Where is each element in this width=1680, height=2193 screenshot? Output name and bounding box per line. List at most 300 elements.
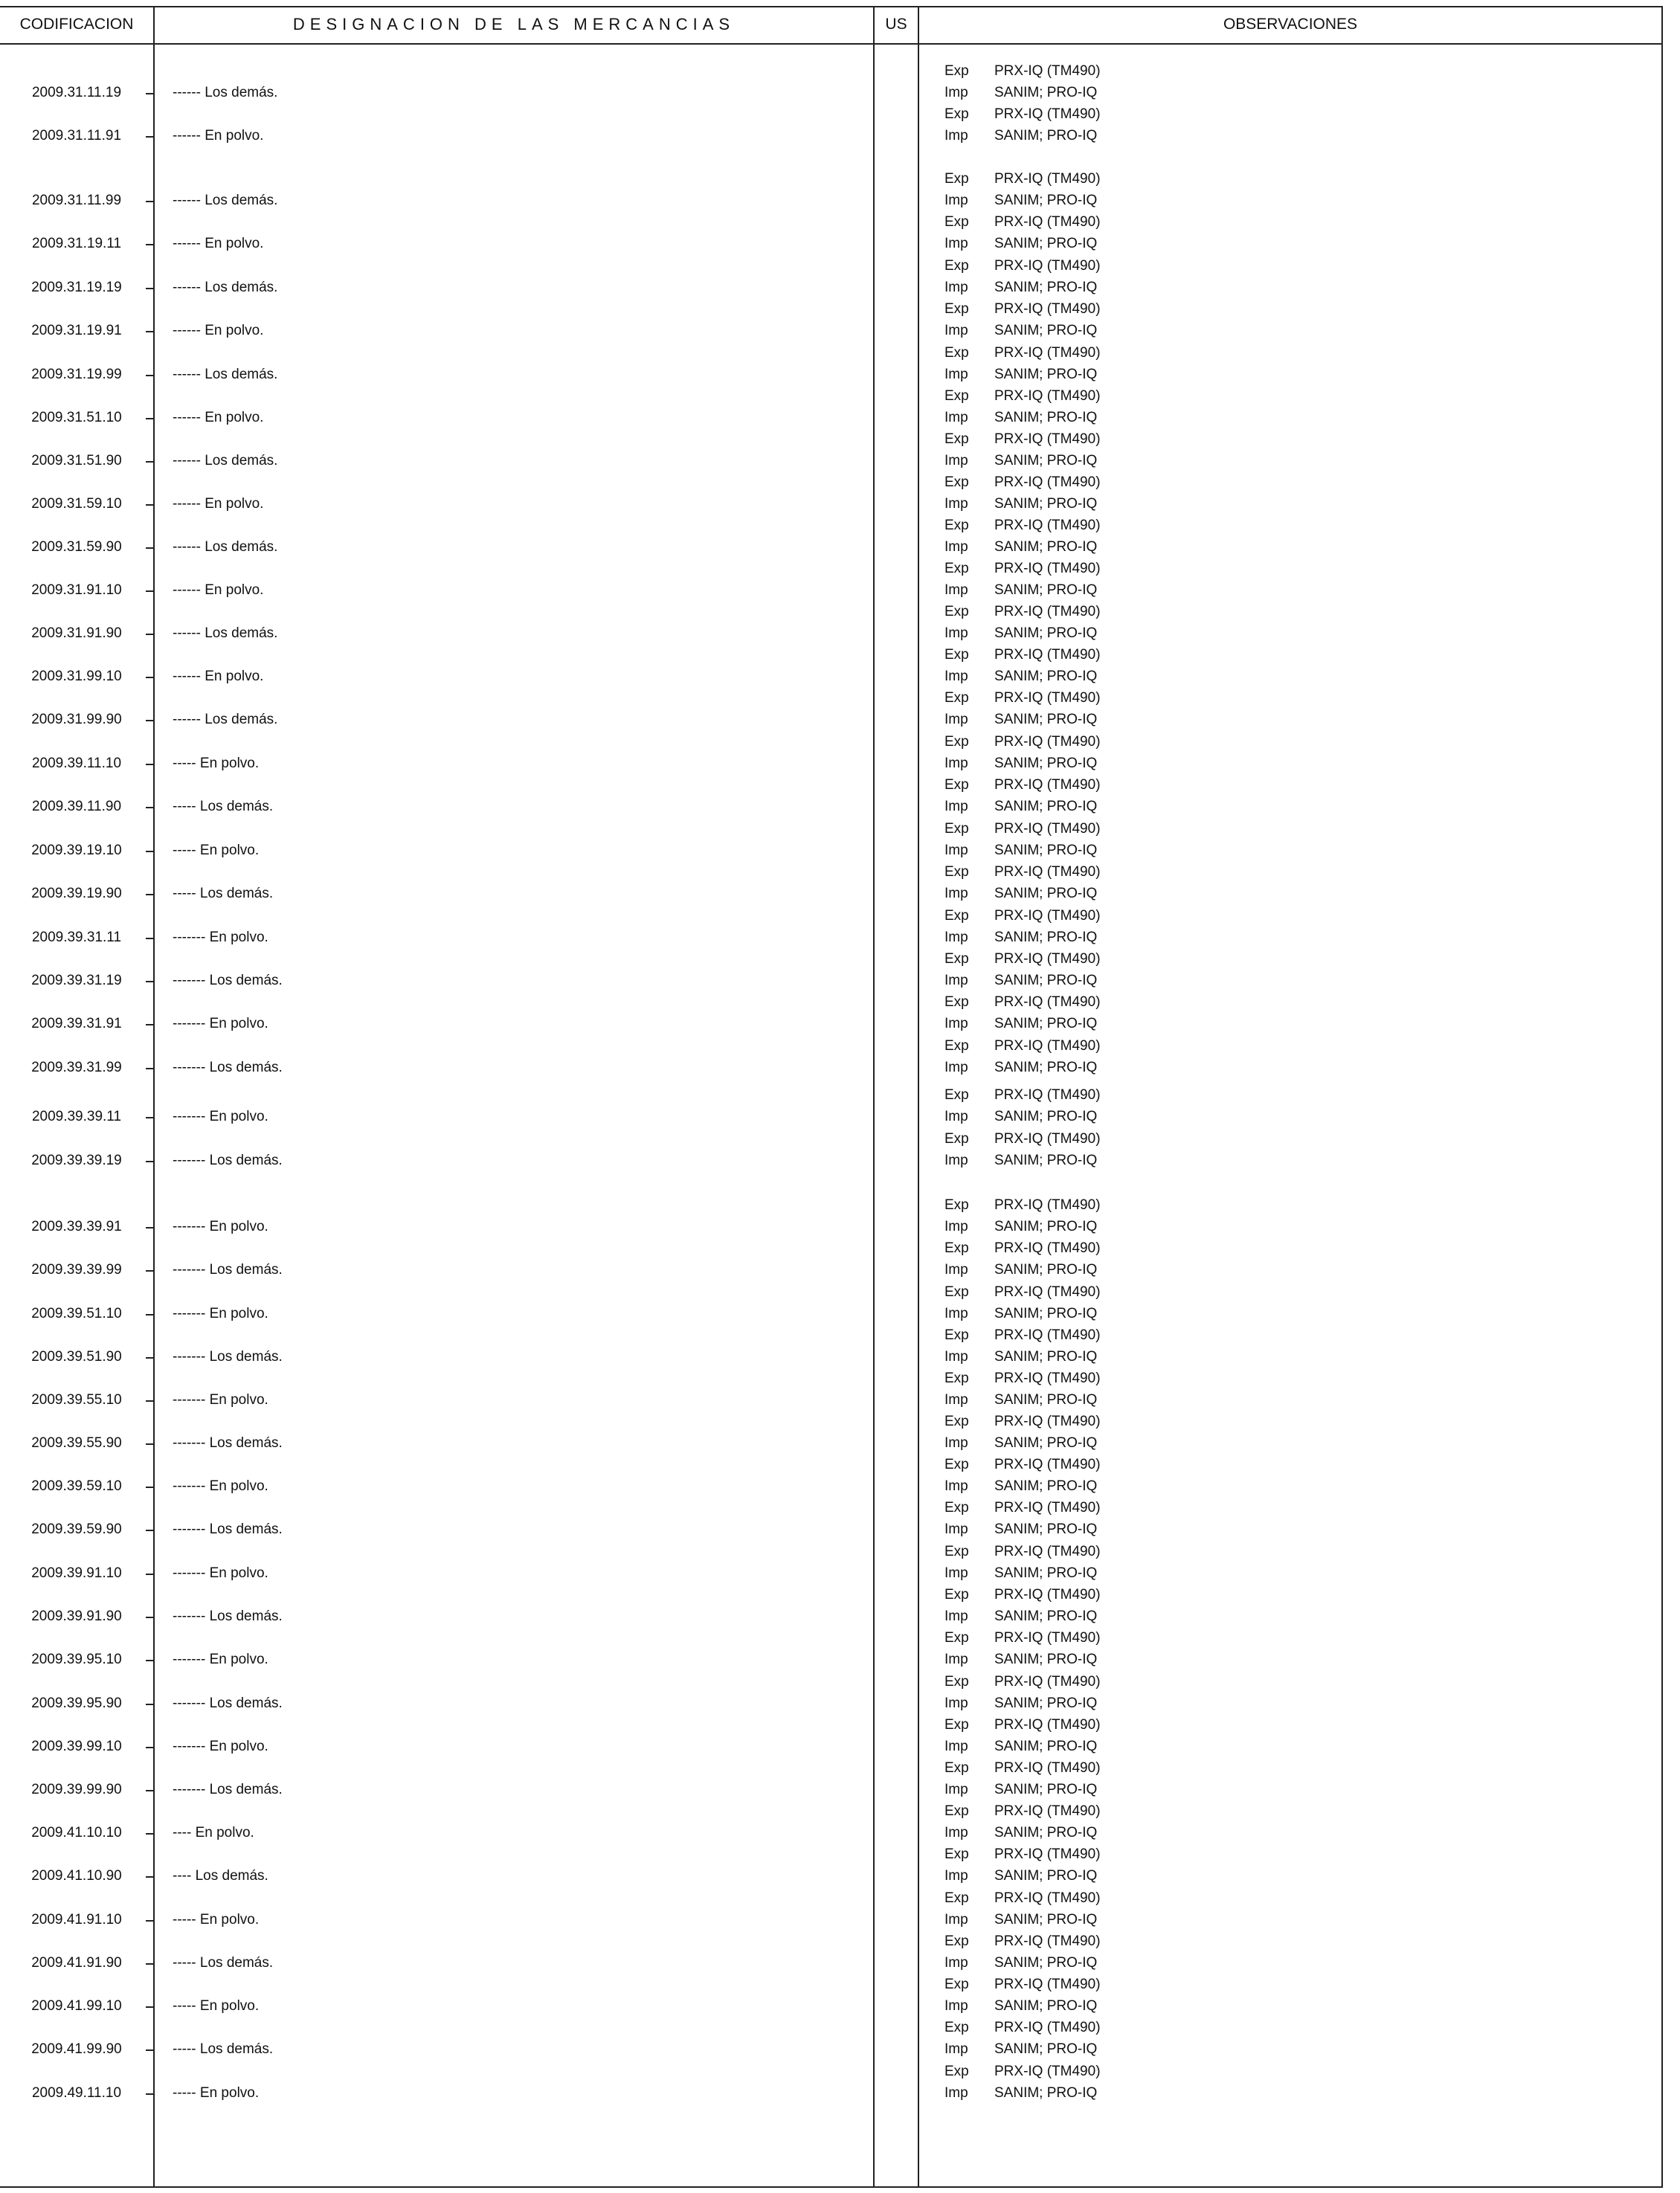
obs-imp-value: SANIM; PRO-IQ — [994, 1153, 1098, 1168]
header-codificacion: CODIFICACION — [19, 16, 134, 33]
obs-imp-label: Imp — [944, 973, 968, 988]
obs-exp-value: PRX-IQ (TM490) — [994, 1933, 1101, 1949]
obs-imp-label: Imp — [944, 582, 968, 598]
obs-imp-value: SANIM; PRO-IQ — [994, 1109, 1098, 1124]
obs-imp-label: Imp — [944, 1478, 968, 1494]
obs-exp-label: Exp — [944, 1890, 969, 1906]
obs-exp-value: PRX-IQ (TM490) — [994, 2064, 1101, 2079]
obs-exp-label: Exp — [944, 1977, 969, 1992]
obs-exp-label: Exp — [944, 171, 969, 187]
code-tick — [146, 720, 155, 721]
obs-imp-label: Imp — [944, 410, 968, 425]
code-tick — [146, 547, 155, 549]
row-description: ------- Los demás. — [173, 1153, 283, 1168]
obs-exp-label: Exp — [944, 258, 969, 274]
obs-imp-value: SANIM; PRO-IQ — [994, 1392, 1098, 1408]
code-tick — [146, 418, 155, 419]
header-us: US — [885, 16, 907, 33]
row-code: 2009.39.59.90 — [31, 1521, 122, 1537]
row-code: 2009.39.39.99 — [31, 1262, 122, 1278]
obs-imp-value: SANIM; PRO-IQ — [994, 1262, 1098, 1278]
obs-imp-label: Imp — [944, 1262, 968, 1278]
obs-exp-label: Exp — [944, 1087, 969, 1103]
row-description: ----- En polvo. — [173, 1998, 260, 2014]
row-description: ------ Los demás. — [173, 625, 278, 641]
row-code: 2009.39.31.91 — [31, 1016, 122, 1031]
obs-exp-label: Exp — [944, 1284, 969, 1300]
obs-exp-label: Exp — [944, 1131, 969, 1147]
obs-imp-value: SANIM; PRO-IQ — [994, 1739, 1098, 1754]
obs-imp-label: Imp — [944, 1521, 968, 1537]
row-description: ----- En polvo. — [173, 756, 260, 771]
obs-imp-label: Imp — [944, 886, 968, 901]
obs-exp-value: PRX-IQ (TM490) — [994, 604, 1101, 619]
row-description: ------- En polvo. — [173, 1739, 268, 1754]
obs-imp-value: SANIM; PRO-IQ — [994, 1060, 1098, 1075]
obs-imp-value: SANIM; PRO-IQ — [994, 1825, 1098, 1841]
row-description: ------ En polvo. — [173, 496, 264, 512]
code-tick — [146, 1227, 155, 1228]
obs-imp-value: SANIM; PRO-IQ — [994, 410, 1098, 425]
row-code: 2009.41.99.10 — [31, 1998, 122, 2014]
row-code: 2009.31.19.11 — [31, 236, 122, 251]
obs-exp-value: PRX-IQ (TM490) — [994, 1327, 1101, 1343]
obs-imp-value: SANIM; PRO-IQ — [994, 367, 1098, 382]
row-code: 2009.41.91.10 — [31, 1912, 122, 1928]
obs-imp-label: Imp — [944, 799, 968, 814]
obs-imp-value: SANIM; PRO-IQ — [994, 930, 1098, 945]
code-tick — [146, 1024, 155, 1025]
obs-exp-value: PRX-IQ (TM490) — [994, 690, 1101, 706]
obs-imp-value: SANIM; PRO-IQ — [994, 1565, 1098, 1581]
row-description: ----- En polvo. — [173, 1912, 260, 1928]
row-description: ----- En polvo. — [173, 843, 260, 858]
obs-exp-label: Exp — [944, 561, 969, 576]
obs-exp-label: Exp — [944, 604, 969, 619]
row-code: 2009.39.39.91 — [31, 1219, 122, 1234]
obs-imp-label: Imp — [944, 1608, 968, 1624]
obs-imp-label: Imp — [944, 1998, 968, 2014]
obs-exp-label: Exp — [944, 345, 969, 361]
code-tick — [146, 201, 155, 202]
row-code: 2009.39.95.90 — [31, 1696, 122, 1711]
row-code: 2009.31.51.90 — [31, 453, 122, 468]
obs-imp-label: Imp — [944, 1955, 968, 1971]
obs-imp-value: SANIM; PRO-IQ — [994, 712, 1098, 727]
obs-exp-label: Exp — [944, 388, 969, 404]
obs-exp-value: PRX-IQ (TM490) — [994, 388, 1101, 404]
obs-exp-label: Exp — [944, 1803, 969, 1819]
obs-imp-label: Imp — [944, 539, 968, 555]
code-tick — [146, 1790, 155, 1791]
obs-imp-label: Imp — [944, 1109, 968, 1124]
obs-exp-label: Exp — [944, 734, 969, 750]
obs-exp-value: PRX-IQ (TM490) — [994, 734, 1101, 750]
obs-imp-value: SANIM; PRO-IQ — [994, 496, 1098, 512]
obs-imp-label: Imp — [944, 2085, 968, 2101]
row-description: ----- Los demás. — [173, 2041, 274, 2057]
obs-exp-value: PRX-IQ (TM490) — [994, 106, 1101, 122]
obs-exp-label: Exp — [944, 1457, 969, 1472]
obs-imp-label: Imp — [944, 1912, 968, 1928]
obs-exp-label: Exp — [944, 864, 969, 880]
obs-exp-label: Exp — [944, 777, 969, 793]
obs-exp-value: PRX-IQ (TM490) — [994, 1803, 1101, 1819]
obs-exp-label: Exp — [944, 1038, 969, 1054]
obs-imp-value: SANIM; PRO-IQ — [994, 843, 1098, 858]
obs-exp-label: Exp — [944, 690, 969, 706]
code-tick — [146, 1161, 155, 1162]
row-code: 2009.31.11.99 — [31, 193, 122, 208]
row-description: ----- Los demás. — [173, 886, 274, 901]
row-description: ---- Los demás. — [173, 1868, 268, 1884]
obs-exp-label: Exp — [944, 994, 969, 1010]
obs-exp-label: Exp — [944, 474, 969, 490]
obs-exp-value: PRX-IQ (TM490) — [994, 63, 1101, 79]
row-code: 2009.39.31.99 — [31, 1060, 122, 1075]
row-description: ------ En polvo. — [173, 582, 264, 598]
row-description: ------ Los demás. — [173, 453, 278, 468]
code-tick — [146, 461, 155, 463]
obs-imp-value: SANIM; PRO-IQ — [994, 1998, 1098, 2014]
obs-exp-value: PRX-IQ (TM490) — [994, 908, 1101, 924]
obs-exp-value: PRX-IQ (TM490) — [994, 1890, 1101, 1906]
obs-exp-value: PRX-IQ (TM490) — [994, 1371, 1101, 1386]
code-tick — [146, 1400, 155, 1402]
obs-exp-label: Exp — [944, 2064, 969, 2079]
obs-exp-label: Exp — [944, 647, 969, 663]
obs-exp-value: PRX-IQ (TM490) — [994, 1544, 1101, 1559]
obs-exp-value: PRX-IQ (TM490) — [994, 1131, 1101, 1147]
code-tick — [146, 2006, 155, 2008]
obs-imp-label: Imp — [944, 669, 968, 684]
row-description: ------- Los demás. — [173, 1349, 283, 1365]
row-code: 2009.39.55.90 — [31, 1435, 122, 1451]
code-tick — [146, 1617, 155, 1618]
code-tick — [146, 1963, 155, 1965]
row-description: ---- En polvo. — [173, 1825, 254, 1841]
obs-exp-label: Exp — [944, 908, 969, 924]
obs-imp-value: SANIM; PRO-IQ — [994, 323, 1098, 338]
obs-imp-label: Imp — [944, 930, 968, 945]
row-code: 2009.31.19.99 — [31, 367, 122, 382]
row-code: 2009.41.91.90 — [31, 1955, 122, 1971]
code-tick — [146, 1068, 155, 1069]
obs-exp-value: PRX-IQ (TM490) — [994, 1760, 1101, 1776]
row-description: ----- Los demás. — [173, 1955, 274, 1971]
obs-imp-label: Imp — [944, 1652, 968, 1667]
row-code: 2009.39.31.19 — [31, 973, 122, 988]
obs-exp-label: Exp — [944, 214, 969, 230]
obs-imp-value: SANIM; PRO-IQ — [994, 582, 1098, 598]
obs-imp-label: Imp — [944, 1016, 968, 1031]
obs-imp-label: Imp — [944, 843, 968, 858]
obs-exp-value: PRX-IQ (TM490) — [994, 518, 1101, 533]
obs-imp-value: SANIM; PRO-IQ — [994, 1696, 1098, 1711]
obs-imp-value: SANIM; PRO-IQ — [994, 1219, 1098, 1234]
obs-imp-value: SANIM; PRO-IQ — [994, 236, 1098, 251]
row-description: ------ En polvo. — [173, 128, 264, 144]
obs-exp-label: Exp — [944, 301, 969, 317]
obs-imp-label: Imp — [944, 756, 968, 771]
obs-imp-label: Imp — [944, 1349, 968, 1365]
row-description: ------- En polvo. — [173, 930, 268, 945]
row-description: ------ Los demás. — [173, 367, 278, 382]
obs-exp-value: PRX-IQ (TM490) — [994, 258, 1101, 274]
obs-exp-value: PRX-IQ (TM490) — [994, 561, 1101, 576]
row-code: 2009.39.19.90 — [31, 886, 122, 901]
header-observaciones: OBSERVACIONES — [1223, 16, 1358, 33]
obs-exp-label: Exp — [944, 1933, 969, 1949]
code-tick — [146, 764, 155, 765]
obs-imp-value: SANIM; PRO-IQ — [994, 1306, 1098, 1321]
row-code: 2009.31.91.90 — [31, 625, 122, 641]
code-tick — [146, 504, 155, 506]
obs-imp-label: Imp — [944, 367, 968, 382]
obs-exp-label: Exp — [944, 2020, 969, 2035]
obs-exp-value: PRX-IQ (TM490) — [994, 864, 1101, 880]
obs-exp-label: Exp — [944, 821, 969, 837]
obs-exp-label: Exp — [944, 1760, 969, 1776]
obs-exp-value: PRX-IQ (TM490) — [994, 1674, 1101, 1690]
obs-imp-label: Imp — [944, 1782, 968, 1797]
row-description: ------- En polvo. — [173, 1392, 268, 1408]
code-tick — [146, 2093, 155, 2095]
obs-exp-label: Exp — [944, 63, 969, 79]
obs-exp-value: PRX-IQ (TM490) — [994, 1630, 1101, 1646]
obs-exp-label: Exp — [944, 1846, 969, 1862]
code-tick — [146, 1747, 155, 1748]
row-description: ------- Los demás. — [173, 1262, 283, 1278]
row-description: ------- En polvo. — [173, 1306, 268, 1321]
row-code: 2009.39.51.90 — [31, 1349, 122, 1365]
obs-imp-label: Imp — [944, 1306, 968, 1321]
obs-imp-label: Imp — [944, 280, 968, 295]
row-code: 2009.41.10.90 — [31, 1868, 122, 1884]
row-description: ----- En polvo. — [173, 2085, 260, 2101]
obs-exp-value: PRX-IQ (TM490) — [994, 1284, 1101, 1300]
obs-exp-label: Exp — [944, 1630, 969, 1646]
row-code: 2009.39.99.90 — [31, 1782, 122, 1797]
obs-exp-value: PRX-IQ (TM490) — [994, 821, 1101, 837]
obs-imp-value: SANIM; PRO-IQ — [994, 756, 1098, 771]
obs-imp-label: Imp — [944, 625, 968, 641]
obs-exp-value: PRX-IQ (TM490) — [994, 1717, 1101, 1733]
obs-exp-value: PRX-IQ (TM490) — [994, 1240, 1101, 1256]
code-tick — [146, 331, 155, 332]
obs-imp-label: Imp — [944, 496, 968, 512]
obs-imp-value: SANIM; PRO-IQ — [994, 886, 1098, 901]
row-description: ------- En polvo. — [173, 1219, 268, 1234]
obs-exp-label: Exp — [944, 106, 969, 122]
obs-exp-value: PRX-IQ (TM490) — [994, 2020, 1101, 2035]
code-tick — [146, 981, 155, 982]
obs-exp-value: PRX-IQ (TM490) — [994, 951, 1101, 967]
obs-exp-label: Exp — [944, 1371, 969, 1386]
row-code: 2009.39.59.10 — [31, 1478, 122, 1494]
obs-exp-label: Exp — [944, 518, 969, 533]
obs-exp-label: Exp — [944, 951, 969, 967]
obs-imp-label: Imp — [944, 128, 968, 144]
obs-exp-label: Exp — [944, 431, 969, 447]
obs-exp-value: PRX-IQ (TM490) — [994, 1977, 1101, 1992]
obs-exp-value: PRX-IQ (TM490) — [994, 1846, 1101, 1862]
row-code: 2009.31.19.19 — [31, 280, 122, 295]
obs-imp-value: SANIM; PRO-IQ — [994, 669, 1098, 684]
row-description: ------ Los demás. — [173, 280, 278, 295]
obs-imp-label: Imp — [944, 2041, 968, 2057]
row-code: 2009.31.19.91 — [31, 323, 122, 338]
obs-exp-value: PRX-IQ (TM490) — [994, 777, 1101, 793]
obs-exp-value: PRX-IQ (TM490) — [994, 647, 1101, 663]
row-code: 2009.31.11.91 — [31, 128, 122, 144]
header-divider — [0, 43, 1663, 45]
obs-exp-label: Exp — [944, 1717, 969, 1733]
row-code: 2009.39.11.10 — [31, 756, 122, 771]
row-description: ------ En polvo. — [173, 236, 264, 251]
row-description: ------- Los demás. — [173, 1696, 283, 1711]
obs-imp-label: Imp — [944, 1219, 968, 1234]
obs-imp-label: Imp — [944, 236, 968, 251]
obs-imp-value: SANIM; PRO-IQ — [994, 1478, 1098, 1494]
row-description: ------- Los demás. — [173, 1521, 283, 1537]
obs-exp-value: PRX-IQ (TM490) — [994, 345, 1101, 361]
code-tick — [146, 634, 155, 635]
row-description: ------ Los demás. — [173, 85, 278, 100]
code-tick — [146, 1876, 155, 1878]
code-tick — [146, 1530, 155, 1531]
row-code: 2009.39.11.90 — [31, 799, 122, 814]
code-tick — [146, 2049, 155, 2051]
obs-imp-label: Imp — [944, 1435, 968, 1451]
right-border — [1661, 6, 1663, 2188]
obs-exp-value: PRX-IQ (TM490) — [994, 1414, 1101, 1429]
col-divider-code — [153, 6, 155, 2188]
row-code: 2009.31.99.90 — [31, 712, 122, 727]
obs-imp-value: SANIM; PRO-IQ — [994, 799, 1098, 814]
obs-imp-label: Imp — [944, 1392, 968, 1408]
obs-imp-value: SANIM; PRO-IQ — [994, 1652, 1098, 1667]
obs-imp-value: SANIM; PRO-IQ — [994, 1521, 1098, 1537]
obs-imp-value: SANIM; PRO-IQ — [994, 453, 1098, 468]
code-tick — [146, 1314, 155, 1316]
obs-imp-label: Imp — [944, 193, 968, 208]
code-tick — [146, 93, 155, 94]
row-description: ------ Los demás. — [173, 712, 278, 727]
obs-imp-value: SANIM; PRO-IQ — [994, 973, 1098, 988]
code-tick — [146, 807, 155, 808]
obs-exp-value: PRX-IQ (TM490) — [994, 214, 1101, 230]
row-description: ------ En polvo. — [173, 410, 264, 425]
obs-imp-label: Imp — [944, 85, 968, 100]
obs-exp-value: PRX-IQ (TM490) — [994, 171, 1101, 187]
obs-exp-value: PRX-IQ (TM490) — [994, 1587, 1101, 1603]
obs-exp-value: PRX-IQ (TM490) — [994, 431, 1101, 447]
code-tick — [146, 851, 155, 852]
obs-imp-label: Imp — [944, 453, 968, 468]
obs-imp-value: SANIM; PRO-IQ — [994, 1868, 1098, 1884]
row-description: ------ Los demás. — [173, 539, 278, 555]
code-tick — [146, 590, 155, 592]
row-code: 2009.31.11.19 — [31, 85, 122, 100]
obs-exp-value: PRX-IQ (TM490) — [994, 1500, 1101, 1516]
row-description: ------- Los demás. — [173, 973, 283, 988]
obs-exp-value: PRX-IQ (TM490) — [994, 301, 1101, 317]
obs-imp-label: Imp — [944, 1825, 968, 1841]
obs-exp-value: PRX-IQ (TM490) — [994, 1457, 1101, 1472]
row-description: ------- En polvo. — [173, 1565, 268, 1581]
obs-exp-label: Exp — [944, 1587, 969, 1603]
row-description: ------- En polvo. — [173, 1478, 268, 1494]
row-code: 2009.39.55.10 — [31, 1392, 122, 1408]
code-tick — [146, 375, 155, 376]
obs-exp-value: PRX-IQ (TM490) — [994, 994, 1101, 1010]
bottom-border — [0, 2186, 1663, 2188]
obs-exp-label: Exp — [944, 1197, 969, 1213]
code-tick — [146, 677, 155, 678]
code-tick — [146, 1117, 155, 1118]
obs-imp-value: SANIM; PRO-IQ — [994, 1782, 1098, 1797]
code-tick — [146, 1574, 155, 1575]
obs-imp-label: Imp — [944, 1153, 968, 1168]
obs-exp-label: Exp — [944, 1240, 969, 1256]
obs-imp-value: SANIM; PRO-IQ — [994, 625, 1098, 641]
obs-imp-label: Imp — [944, 712, 968, 727]
row-code: 2009.39.31.11 — [31, 930, 122, 945]
header-designacion: DESIGNACION DE LAS MERCANCIAS — [292, 15, 736, 33]
code-tick — [146, 288, 155, 289]
obs-imp-label: Imp — [944, 1868, 968, 1884]
code-tick — [146, 1833, 155, 1835]
code-tick — [146, 1357, 155, 1359]
code-tick — [146, 1487, 155, 1488]
row-description: ------- En polvo. — [173, 1109, 268, 1124]
obs-imp-value: SANIM; PRO-IQ — [994, 1435, 1098, 1451]
obs-imp-value: SANIM; PRO-IQ — [994, 280, 1098, 295]
row-description: ------- Los demás. — [173, 1060, 283, 1075]
obs-exp-label: Exp — [944, 1544, 969, 1559]
row-description: ------- Los demás. — [173, 1782, 283, 1797]
row-code: 2009.39.19.10 — [31, 843, 122, 858]
code-tick — [146, 1660, 155, 1661]
row-code: 2009.31.51.10 — [31, 410, 122, 425]
obs-imp-value: SANIM; PRO-IQ — [994, 1349, 1098, 1365]
obs-imp-label: Imp — [944, 1739, 968, 1754]
obs-exp-value: PRX-IQ (TM490) — [994, 474, 1101, 490]
code-tick — [146, 1704, 155, 1705]
obs-imp-label: Imp — [944, 323, 968, 338]
obs-imp-value: SANIM; PRO-IQ — [994, 128, 1098, 144]
row-code: 2009.41.10.10 — [31, 1825, 122, 1841]
row-code: 2009.39.39.11 — [31, 1109, 122, 1124]
row-code: 2009.39.99.10 — [31, 1739, 122, 1754]
obs-imp-value: SANIM; PRO-IQ — [994, 1955, 1098, 1971]
row-description: ------ En polvo. — [173, 323, 264, 338]
obs-exp-label: Exp — [944, 1674, 969, 1690]
obs-imp-value: SANIM; PRO-IQ — [994, 539, 1098, 555]
row-code: 2009.31.59.90 — [31, 539, 122, 555]
row-code: 2009.39.39.19 — [31, 1153, 122, 1168]
obs-imp-label: Imp — [944, 1060, 968, 1075]
code-tick — [146, 244, 155, 245]
obs-imp-value: SANIM; PRO-IQ — [994, 85, 1098, 100]
obs-exp-value: PRX-IQ (TM490) — [994, 1197, 1101, 1213]
row-description: ------ Los demás. — [173, 193, 278, 208]
code-tick — [146, 1270, 155, 1272]
obs-exp-label: Exp — [944, 1327, 969, 1343]
row-description: ------ En polvo. — [173, 669, 264, 684]
row-code: 2009.39.91.10 — [31, 1565, 122, 1581]
